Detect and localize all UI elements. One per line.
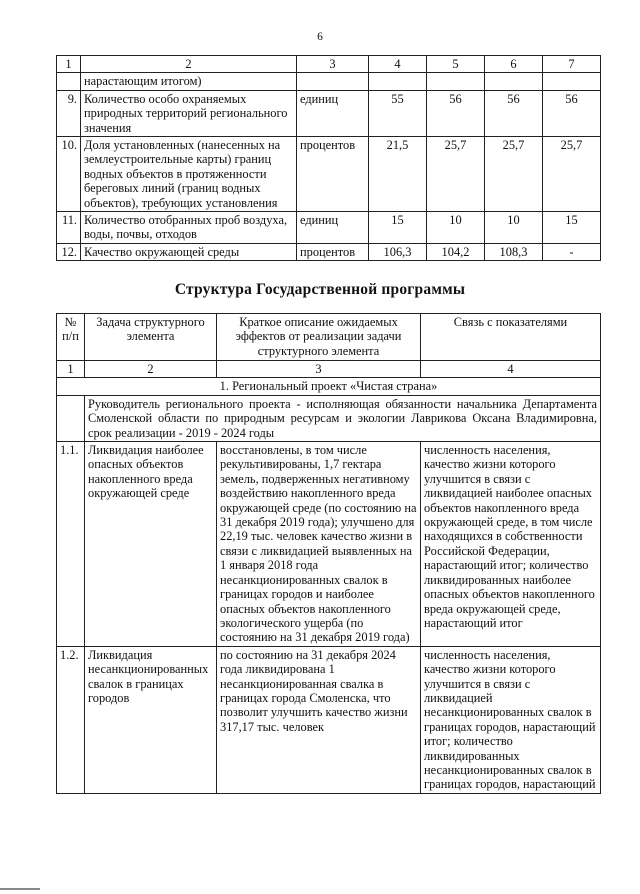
value: 106,3 bbox=[369, 243, 427, 260]
table-row bbox=[57, 442, 601, 647]
value: 25,7 bbox=[427, 137, 485, 212]
value: 55 bbox=[369, 90, 427, 136]
empty-cell bbox=[57, 395, 85, 441]
value bbox=[485, 73, 543, 90]
value: 15 bbox=[543, 212, 601, 244]
value: - bbox=[543, 243, 601, 260]
value: 25,7 bbox=[543, 137, 601, 212]
table-header-row bbox=[57, 56, 601, 73]
header-cell: 3 bbox=[297, 56, 369, 73]
value bbox=[427, 73, 485, 90]
row-number: 10. bbox=[57, 137, 81, 212]
row-number: 12. bbox=[57, 243, 81, 260]
header-cell: 1 bbox=[57, 56, 81, 73]
header-effects: Краткое описание ожидаемых эффектов от реализации задачи структурного элемента bbox=[217, 314, 421, 361]
table-row bbox=[57, 137, 601, 212]
header-cell: 4 bbox=[369, 56, 427, 73]
value: 10 bbox=[485, 212, 543, 244]
value: 25,7 bbox=[485, 137, 543, 212]
unit: единиц bbox=[297, 212, 369, 244]
structure-table bbox=[56, 313, 601, 794]
header-num: № п/п bbox=[57, 314, 85, 361]
header-cell: 3 bbox=[217, 361, 421, 378]
task: Ликвидация несанкционированных свалок в границах городов bbox=[85, 646, 217, 793]
section-title: Структура Государственной программы bbox=[174, 281, 466, 298]
unit: процентов bbox=[297, 243, 369, 260]
table-header-row bbox=[57, 314, 601, 361]
project-lead: Руководитель регионального проекта - исполняющая обязанности начальника Департамента Смоленской области по природным ресурсам и экологии Лаврикова Оксана Владимировна, срок реализации - 2019 - 2024 годы bbox=[85, 395, 601, 441]
indicator-name: Количество отобранных проб воздуха, воды, почвы, отходов bbox=[81, 212, 297, 244]
table-row bbox=[57, 212, 601, 244]
table-row bbox=[57, 243, 601, 260]
value: 10 bbox=[427, 212, 485, 244]
page-number: 6 bbox=[317, 31, 323, 43]
page-edge-mark bbox=[0, 888, 40, 890]
value: 15 bbox=[369, 212, 427, 244]
header-cell: 6 bbox=[485, 56, 543, 73]
indicator-link: численность населения, качество жизни которого улучшится в связи с ликвидацией несанкционированных свалок в границах городов, нарастающий итог; количество ликвидированных несанкционированных свалок в границах городов, нарастающий bbox=[421, 646, 601, 793]
table-row bbox=[57, 90, 601, 136]
value: 56 bbox=[427, 90, 485, 136]
value bbox=[543, 73, 601, 90]
indicator-name: Доля установленных (нанесенных на землеустроительные карты) границ водных объектов в протяженности береговых линий (границ водных объектов), требующих установления bbox=[81, 137, 297, 212]
indicator-name: Количество особо охраняемых природных территорий регионального значения bbox=[81, 90, 297, 136]
value: 104,2 bbox=[427, 243, 485, 260]
header-cell: 7 bbox=[543, 56, 601, 73]
table-header-numbers-row bbox=[57, 361, 601, 378]
value: 108,3 bbox=[485, 243, 543, 260]
indicator-name: Качество окружающей среды bbox=[81, 243, 297, 260]
row-number bbox=[57, 73, 81, 90]
header-cell: 2 bbox=[85, 361, 217, 378]
indicator-link: численность населения, качество жизни которого улучшится в связи с ликвидацией наиболее опасных объектов накопленного вреда окружающей среде, в том числе находящихся в собственности Российской Федерации, нарастающий итог; количество ликвидированных наиболее опасных объектов накопленного вреда окружающей среде, нарастающий итог bbox=[421, 442, 601, 647]
header-link: Связь с показателями bbox=[421, 314, 601, 361]
indicator-name: нарастающим итогом) bbox=[81, 73, 297, 90]
header-cell: 4 bbox=[421, 361, 601, 378]
project-title: 1. Региональный проект «Чистая страна» bbox=[57, 378, 601, 395]
header-cell: 2 bbox=[81, 56, 297, 73]
project-title-row bbox=[57, 378, 601, 395]
value: 56 bbox=[485, 90, 543, 136]
header-task: Задача структурного элемента bbox=[85, 314, 217, 361]
table-row bbox=[57, 646, 601, 793]
row-number: 9. bbox=[57, 90, 81, 136]
effect: восстановлены, в том числе рекультивированы, 1,7 гектара земель, подверженных негативному воздействию накопленного вреда окружающей среде (по состоянию на 31 декабря 2019 года); улучшено для 22,19 тыс. человек качество жизни в связи с ликвидацией выявленных на 1 января 2018 года несанкционированных свалок в границах городов и наиболее опасных объектов накопленного экологического ущерба (по состоянию на 31 декабря 2019 года) bbox=[217, 442, 421, 647]
indicators-table bbox=[56, 55, 601, 261]
unit: единиц bbox=[297, 90, 369, 136]
value: 21,5 bbox=[369, 137, 427, 212]
value: 56 bbox=[543, 90, 601, 136]
row-number: 1.2. bbox=[57, 646, 85, 793]
task: Ликвидация наиболее опасных объектов накопленного вреда окружающей среде bbox=[85, 442, 217, 647]
effect: по состоянию на 31 декабря 2024 года ликвидирована 1 несанкционированная свалка в границах города Смоленска, что позволит улучшить качество жизни 317,17 тыс. человек bbox=[217, 646, 421, 793]
unit bbox=[297, 73, 369, 90]
header-cell: 5 bbox=[427, 56, 485, 73]
table-row bbox=[57, 73, 601, 90]
value bbox=[369, 73, 427, 90]
unit: процентов bbox=[297, 137, 369, 212]
project-lead-row bbox=[57, 395, 601, 441]
row-number: 11. bbox=[57, 212, 81, 244]
row-number: 1.1. bbox=[57, 442, 85, 647]
header-cell: 1 bbox=[57, 361, 85, 378]
